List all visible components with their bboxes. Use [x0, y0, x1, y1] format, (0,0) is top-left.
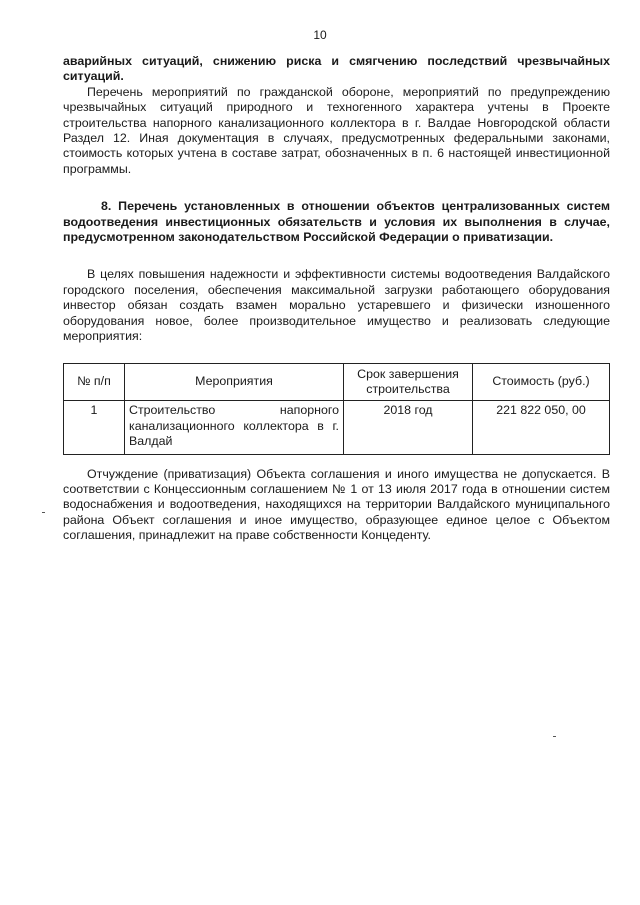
paragraph-privatization: Отчуждение (приватизация) Объекта соглашения и иного имущества не допускается. В соответствии с Концессионным соглашением № 1 от 13 июля 2017 года в отношении систем водоснабжения и водоотведения, находящихся на территории Валдайского муниципального района Объект соглашения и иное имущество, образующее единое целое с Объектом соглашения, принадлежит на праве собственности Концеденту. — [63, 466, 610, 543]
cell-measure-text: Строительство напорного канализационного коллектора в г. Валдай — [129, 403, 339, 449]
header-measures: Мероприятия — [125, 363, 344, 401]
table-row — [64, 401, 610, 454]
scan-speck — [553, 736, 556, 737]
document-body — [63, 54, 610, 544]
header-num: № п/п — [64, 363, 125, 401]
header-completion-term: Срок завершения строительства — [344, 363, 473, 401]
scan-speck — [42, 512, 45, 513]
cell-term: 2018 год — [344, 401, 473, 454]
cell-measure — [125, 401, 344, 454]
table-header-row — [64, 363, 610, 401]
paragraph-civil-defense: Перечень мероприятий по гражданской обороне, мероприятий по предупреждению чрезвычайных ситуаций природного и техногенного характера учтены в Проекте строительства напорного канализационного коллектора в г. Валдае Новгородской области Раздел 12. Иная документация в случаях, предусмотренных федеральными законами, стоимость которых учтена в составе затрат, обозначенных в п. 6 настоящей инвестиционной программы. — [63, 84, 610, 176]
page-number: 10 — [313, 28, 327, 42]
cell-cost: 221 822 050, 00 — [473, 401, 610, 454]
paragraph-investment-goals: В целях повышения надежности и эффективности системы водоотведения Валдайского городского поселения, обеспечения максимальной загрузки работающего оборудования инвестор обязан создать взамен морально устаревшего и физически изношенного оборудования новое, более производительное имущество и реализовать следующие мероприятия: — [63, 267, 610, 344]
paragraph-emergency-continuation: аварийных ситуаций, снижению риска и смягчению последствий чрезвычайных ситуаций. — [63, 54, 610, 84]
header-cost: Стоимость (руб.) — [473, 363, 610, 401]
section-heading-8: 8. Перечень установленных в отношении объектов централизованных систем водоотведения инвестиционных обязательств и условия их выполнения в случае, предусмотренном законодательством Российской Федерации о приватизации. — [63, 199, 610, 245]
cell-num: 1 — [64, 401, 125, 454]
measures-table — [63, 363, 610, 455]
